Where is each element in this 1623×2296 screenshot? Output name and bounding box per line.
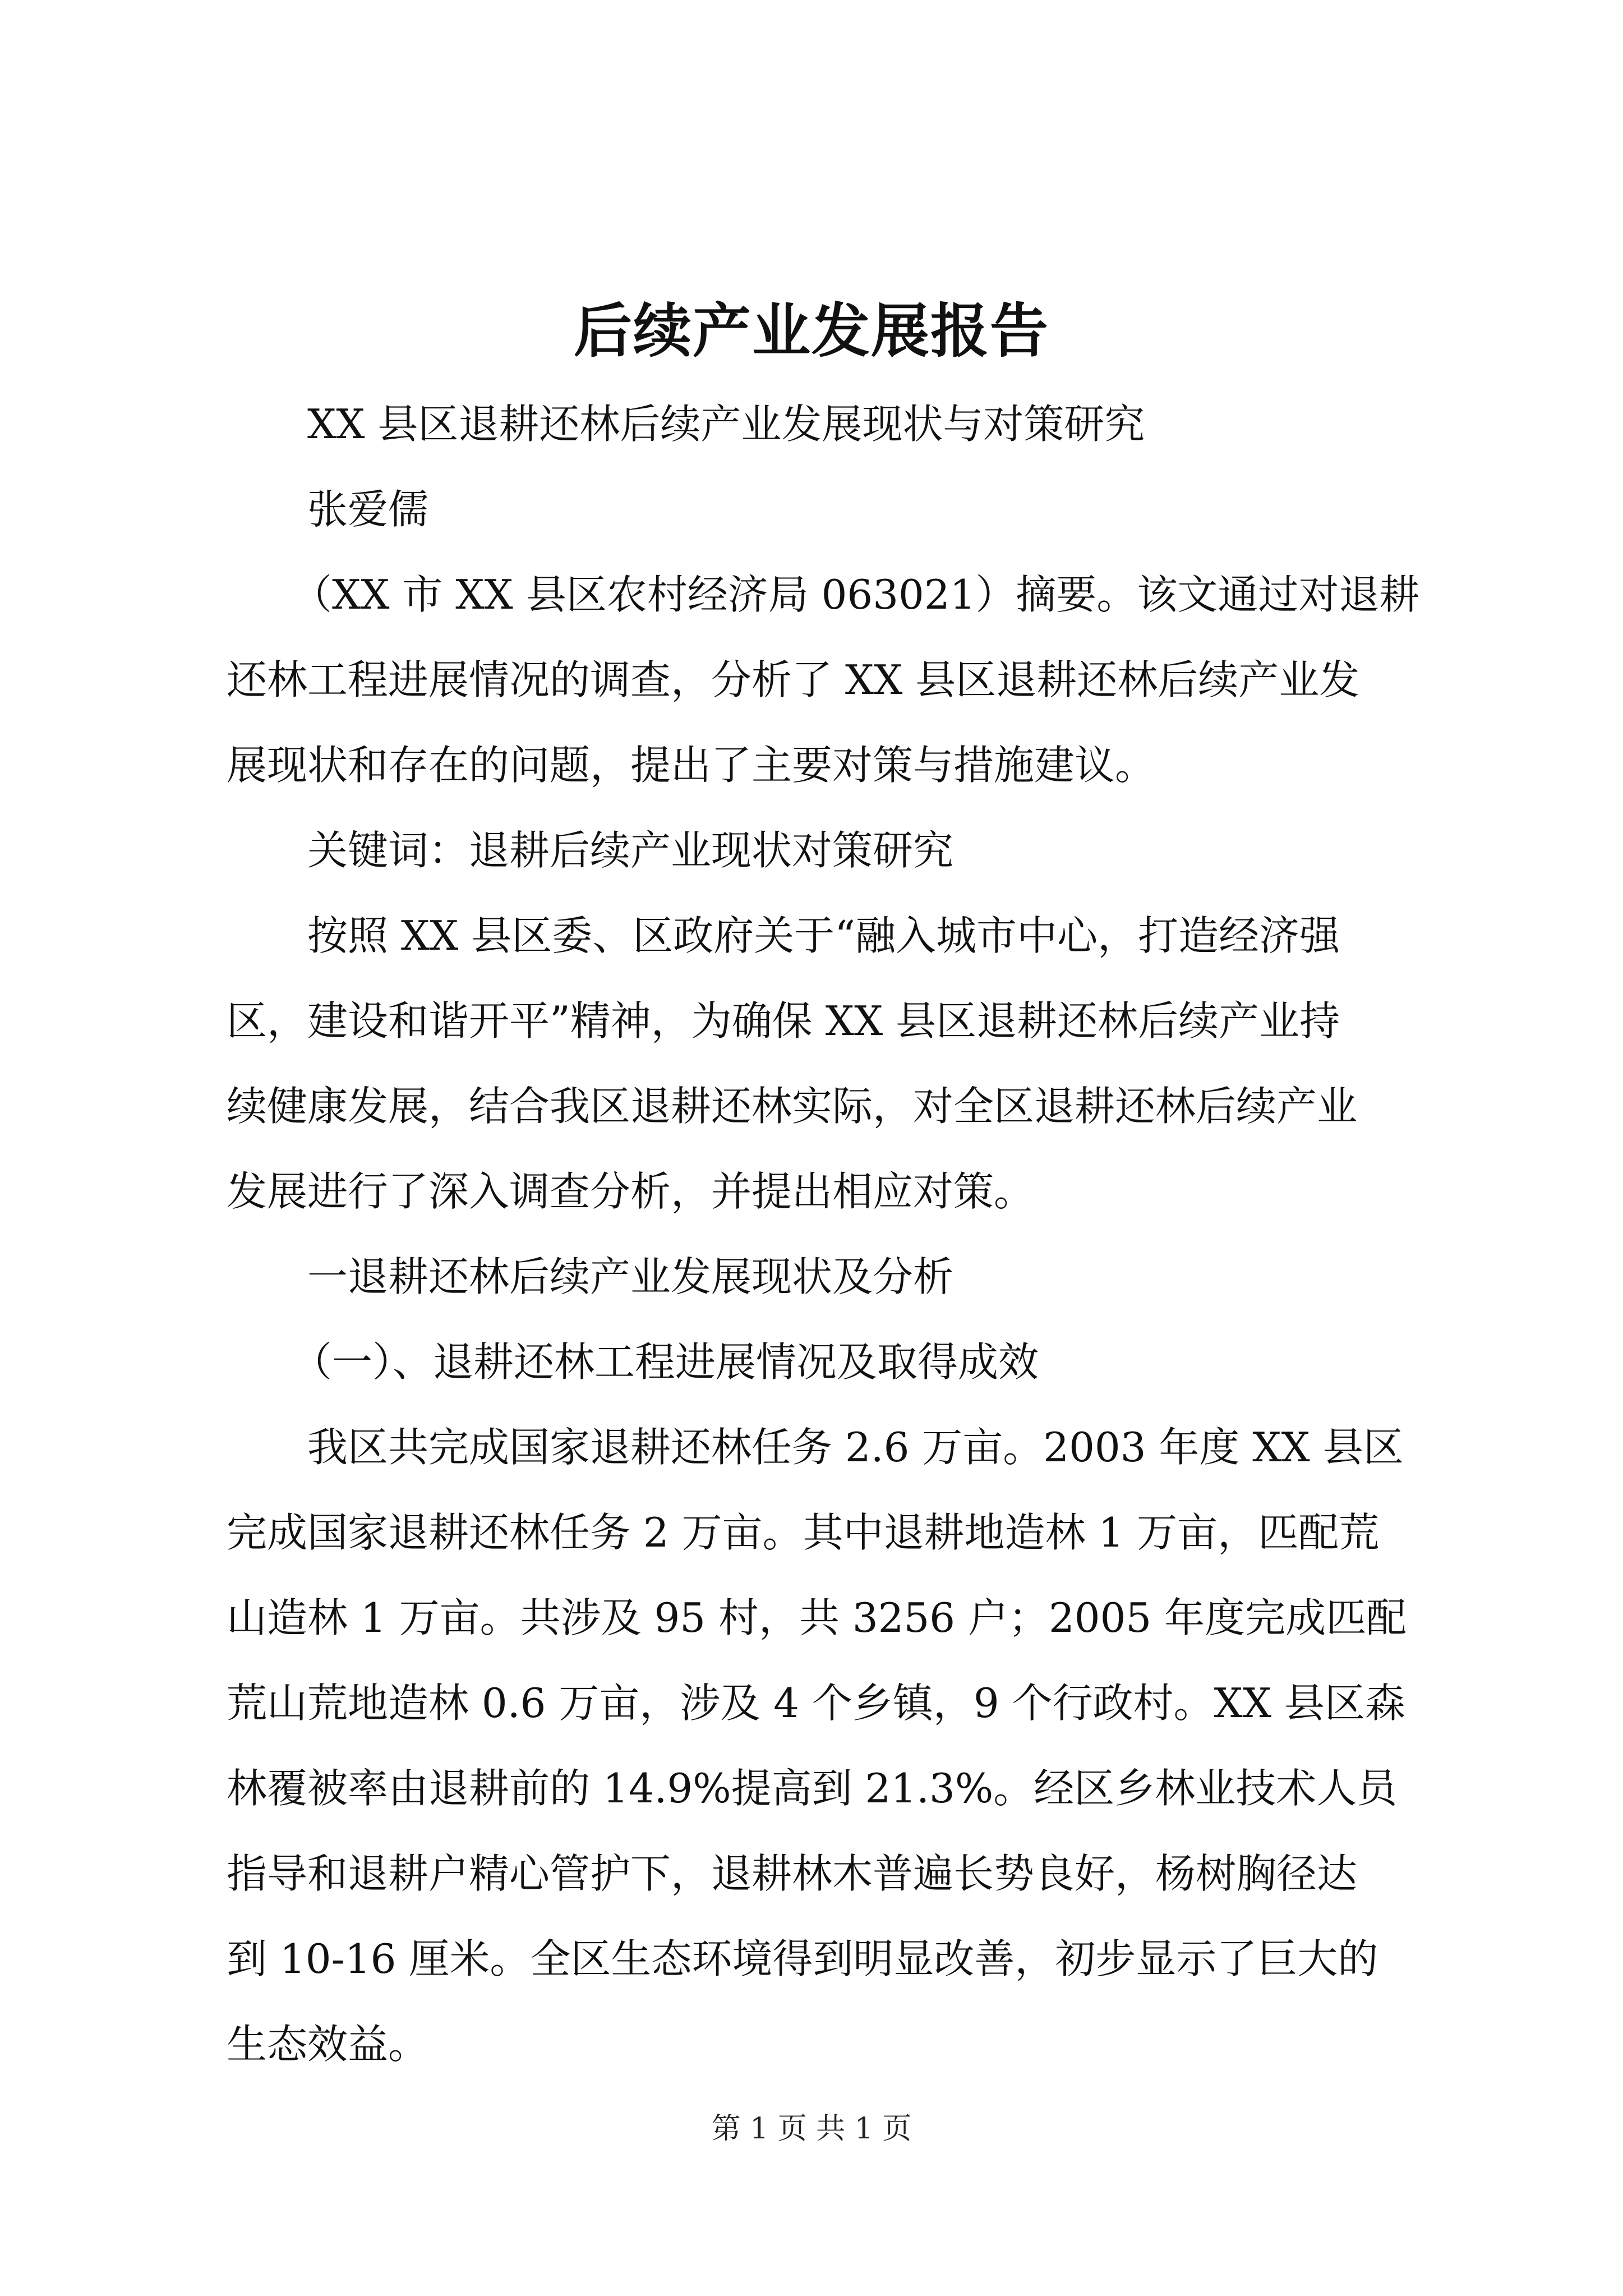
- text-line: 按照 XX 县区委、区政府关于“融入城市中心，打造经济强: [307, 912, 1340, 959]
- page-footer: [0, 2109, 1623, 2148]
- text-line: 张爱儒: [307, 486, 429, 533]
- text-line: 山造林 1 万亩。共涉及 95 村，共 3256 户；2005 年度完成匹配: [227, 1594, 1407, 1641]
- text-line: 生态效益。: [227, 2021, 429, 2068]
- text-line: 展现状和存在的问题，提出了主要对策与措施建议。: [227, 742, 1156, 789]
- paragraph-keywords: [227, 808, 1421, 893]
- text-line: 林覆被率由退耕前的 14.9%提高到 21.3%。经区乡林业技术人员: [227, 1765, 1398, 1812]
- page-title: 后续产业发展报告: [573, 296, 1049, 365]
- text-line: 我区共完成国家退耕还林任务 2.6 万亩。2003 年度 XX 县区: [307, 1424, 1404, 1471]
- text-line: 关键词：退耕后续产业现状对策研究: [307, 827, 954, 874]
- text-line: 发展进行了深入调查分析，并提出相应对策。: [227, 1168, 1035, 1215]
- paragraph-progress: [227, 1405, 1421, 2087]
- text-line: 到 10-16 厘米。全区生态环境得到明显改善，初步显示了巨大的: [227, 1935, 1378, 1982]
- paragraph-intro: [227, 893, 1421, 1234]
- document-body: [227, 381, 1421, 2087]
- text-line: 一退耕还林后续产业发展现状及分析: [307, 1253, 954, 1300]
- text-line: XX 县区退耕还林后续产业发展现状与对策研究: [307, 401, 1145, 448]
- page-number: 第 1 页 共 1 页: [711, 2112, 912, 2146]
- section-heading-1: [227, 1234, 1421, 1319]
- text-line: 荒山荒地造林 0.6 万亩，涉及 4 个乡镇，9 个行政村。XX 县区森: [227, 1680, 1405, 1727]
- text-line: （一）、退耕还林工程进展情况及取得成效: [292, 1338, 1039, 1386]
- text-line: 还林工程进展情况的调查，分析了 XX 县区退耕还林后续产业发: [227, 656, 1360, 703]
- paragraph-abstract: [227, 552, 1421, 808]
- text-line: 续健康发展，结合我区退耕还林实际，对全区退耕还林后续产业: [227, 1083, 1358, 1130]
- text-line: 完成国家退耕还林任务 2 万亩。其中退耕地造林 1 万亩，匹配荒: [227, 1509, 1380, 1556]
- subsection-heading-1: [227, 1319, 1421, 1405]
- text-line: （XX 市 XX 县区农村经济局 063021）摘要。该文通过对退耕: [292, 571, 1420, 618]
- paragraph-subtitle: [227, 381, 1421, 467]
- paragraph-author: [227, 467, 1421, 552]
- text-line: 区，建设和谐开平”精神，为确保 XX 县区退耕还林后续产业持: [227, 997, 1340, 1045]
- text-line: 指导和退耕户精心管护下，退耕林木普遍长势良好，杨树胸径达: [227, 1850, 1358, 1897]
